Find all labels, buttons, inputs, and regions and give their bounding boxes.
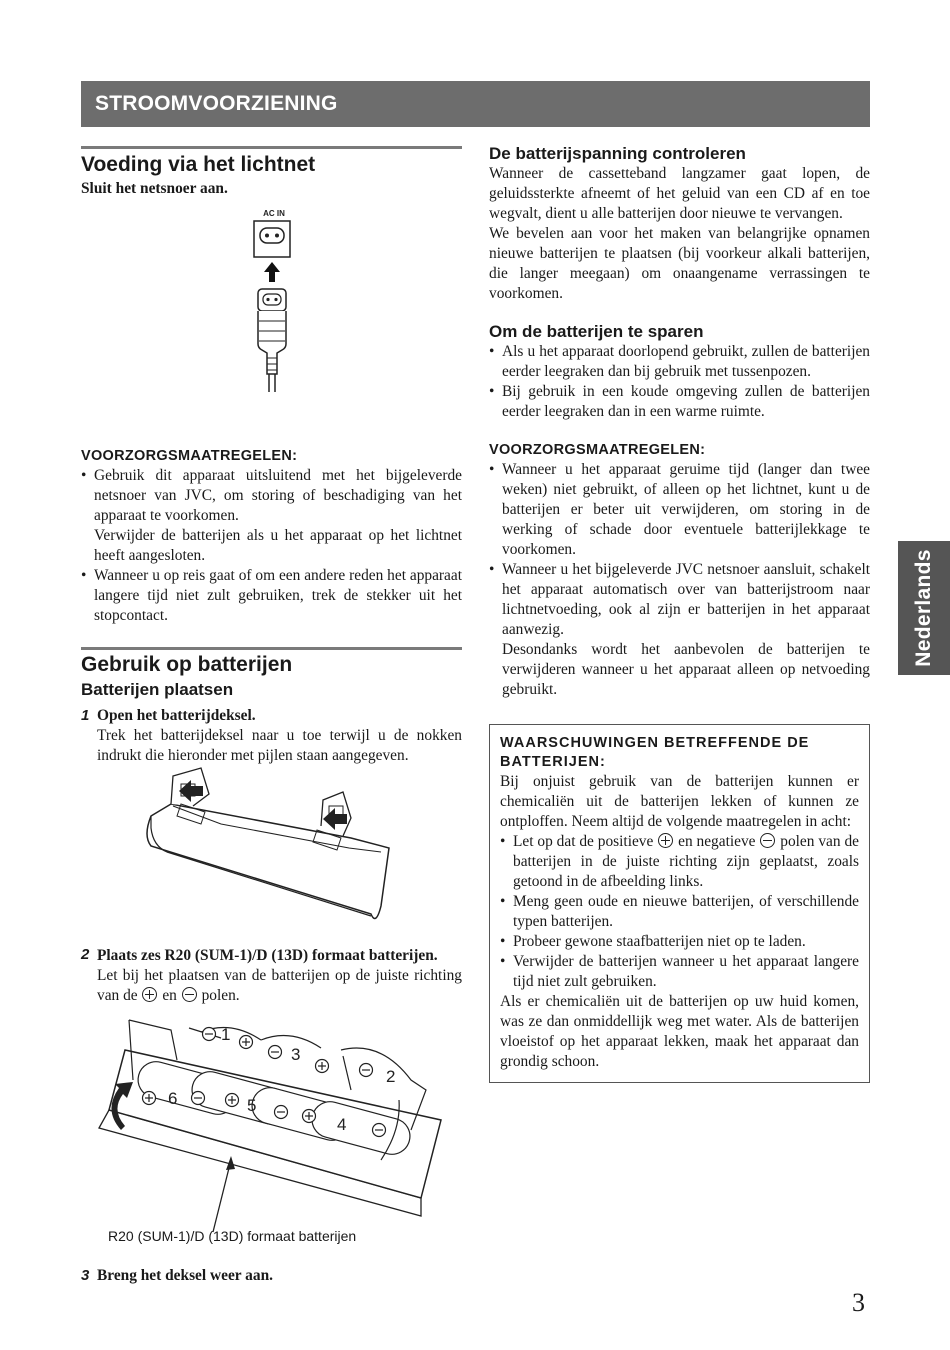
list-item	[81, 466, 462, 566]
precaution-text-cont: Verwijder de batterijen als u het apparaat op het lichtnet heeft aangesloten.	[94, 527, 462, 564]
divider	[81, 647, 462, 650]
battery-cover-illustration	[81, 766, 462, 932]
step-number: 1	[81, 707, 90, 724]
minus-symbol-icon	[760, 833, 775, 848]
list-item: • Meng geen oude en nieuwe batterijen, of verschillende typen batterijen.	[500, 892, 859, 932]
precautions-list	[81, 466, 462, 626]
battery-number-1: 1	[221, 1025, 231, 1044]
step-text-a: Let bij het plaatsen van de batterijen op de juiste richting van de	[97, 967, 462, 1004]
list-item: • Wanneer u het apparaat geruime tijd (langer dan twee weken) niet gebruikt, of alleen op het lichtnet, kunt u de batterijen er beter uit verwijderen, om storing in de werking of schade door eventuele batterijlekkage te voorkomen.	[489, 460, 870, 560]
step-title: Plaats zes R20 (SUM-1)/D (13D) formaat batterijen.	[97, 947, 438, 964]
step-1	[81, 706, 462, 766]
precautions-list	[489, 460, 870, 700]
precautions-heading: VOORZORGSMAATREGELEN:	[81, 448, 298, 464]
step-2	[81, 946, 462, 1006]
divider	[81, 146, 462, 149]
language-tab	[898, 541, 950, 675]
save-heading: Om de batterijen te sparen	[489, 322, 704, 341]
save-list	[489, 342, 870, 422]
step-number: 2	[81, 946, 90, 963]
batteries-subheading: Batterijen plaatsen	[81, 680, 234, 699]
plus-symbol-icon	[658, 833, 673, 848]
warning-text-c: polen van de batterijen in de juiste richting zijn geplaatst, zoals getoond in de afbeelding links.	[513, 833, 859, 890]
step-title: Open het batterijdeksel.	[97, 707, 256, 724]
warning-list	[500, 832, 859, 992]
warning-heading: WAARSCHUWINGEN BETREFFENDE DE BATTERIJEN:	[500, 735, 810, 770]
plus-symbol-icon	[142, 987, 157, 1002]
figure-caption: R20 (SUM-1)/D (13D) formaat batterijen	[108, 1228, 357, 1244]
warning-intro: Bij onjuist gebruik van de batterijen kunnen er chemicaliën uit de batterijen lekken of kunnen ze ontploffen. Neem altijd de volgende maatregelen in acht:	[500, 773, 859, 830]
warning-text-a: Let op dat de positieve	[513, 833, 654, 850]
section-banner	[81, 81, 870, 127]
mains-instruction: Sluit het netsnoer aan.	[81, 180, 228, 197]
list-item	[81, 566, 462, 626]
warning-text-b: en negatieve	[678, 833, 756, 850]
left-column	[81, 146, 462, 1286]
section-title: STROOMVOORZIENING	[95, 92, 338, 115]
step-number: 3	[81, 1267, 90, 1284]
battery-number-6: 6	[168, 1089, 178, 1108]
ac-in-label: AC IN	[263, 209, 285, 218]
battery-number-2: 2	[386, 1067, 396, 1086]
warning-outro: Als er chemicaliën uit de batterijen op uw huid komen, was ze dan onmiddellijk weg met water. Als de batterijen vloeistof op het apparaat lekken, maak het apparaat dan grondig schoon.	[500, 993, 859, 1070]
voltage-paragraph-1: Wanneer de cassetteband langzamer gaat lopen, de geluidssterkte afneemt of het geluid van een CD af en toe wegvalt, dient u alle batterijen door nieuwe te vervangen.	[489, 165, 870, 222]
minus-symbol-icon	[182, 987, 197, 1002]
ac-in-figure	[81, 198, 462, 394]
warning-box	[489, 724, 870, 1083]
list-item	[500, 832, 859, 892]
language-label: Nederlands	[912, 549, 935, 667]
list-item: • Bij gebruik in een koude omgeving zullen de batterijen eerder leegraken dan in een warme ruimte.	[489, 382, 870, 422]
list-item: • Als u het apparaat doorlopend gebruikt, zullen de batterijen eerder leegraken dan bij gebruik met tussenpozen.	[489, 342, 870, 382]
power-cord-illustration	[81, 198, 462, 394]
battery-number-5: 5	[247, 1096, 257, 1115]
step-text-b: en	[162, 987, 177, 1004]
voltage-paragraph-2: We bevelen aan voor het maken van belangrijke opnamen nieuwe batterijen te plaatsen (bij voorkeur alkali batterijen, die langer meegaan) om onaangename verrassingen te voorkomen.	[489, 225, 870, 302]
mains-heading: Voeding via het lichtnet	[81, 153, 316, 176]
precaution-text: Gebruik dit apparaat uitsluitend met het bijgeleverde netsnoer van JVC, om storing of beschadiging van het apparaat te voorkomen.	[94, 467, 462, 524]
step-title: Breng het deksel weer aan.	[97, 1267, 273, 1284]
battery-number-4: 4	[337, 1115, 347, 1134]
list-item	[489, 560, 870, 700]
battery-insertion-illustration	[81, 1010, 462, 1246]
precaution-text-cont: Desondanks wordt het aanbevolen de batterijen te verwijderen wanneer u het apparaat alleen op netvoeding gebruikt.	[502, 641, 870, 698]
list-item: • Verwijder de batterijen wanneer u het apparaat langere tijd niet zult gebruiken.	[500, 952, 859, 992]
list-item: • Probeer gewone staafbatterijen niet op te laden.	[500, 932, 859, 952]
battery-cover-figure	[81, 766, 462, 932]
precaution-text: Wanneer u het bijgeleverde JVC netsnoer aansluit, schakelt het apparaat automatisch over van batterijstroom naar lichtnetvoeding, ook al zijn er batterijen in het apparaat aanwezig.	[502, 561, 870, 638]
right-column	[489, 146, 870, 1083]
battery-number-3: 3	[291, 1045, 301, 1064]
step-text: Trek het batterijdeksel naar u toe terwijl u de nokken indrukt die hieronder met pijlen staan aangegeven.	[97, 727, 462, 764]
step-text-c: polen.	[201, 987, 240, 1004]
page-number: 3	[852, 1288, 865, 1317]
voltage-heading: De batterijspanning controleren	[489, 144, 746, 163]
precautions-heading: VOORZORGSMAATREGELEN:	[489, 442, 706, 458]
step-text	[81, 966, 462, 1006]
step-3	[81, 1266, 462, 1286]
batteries-heading: Gebruik op batterijen	[81, 653, 293, 676]
battery-insertion-figure	[81, 1010, 462, 1246]
precaution-text: Wanneer u op reis gaat of om een andere reden het apparaat langere tijd niet zult gebruiken, trek de stekker uit het stopcontact.	[94, 567, 462, 624]
